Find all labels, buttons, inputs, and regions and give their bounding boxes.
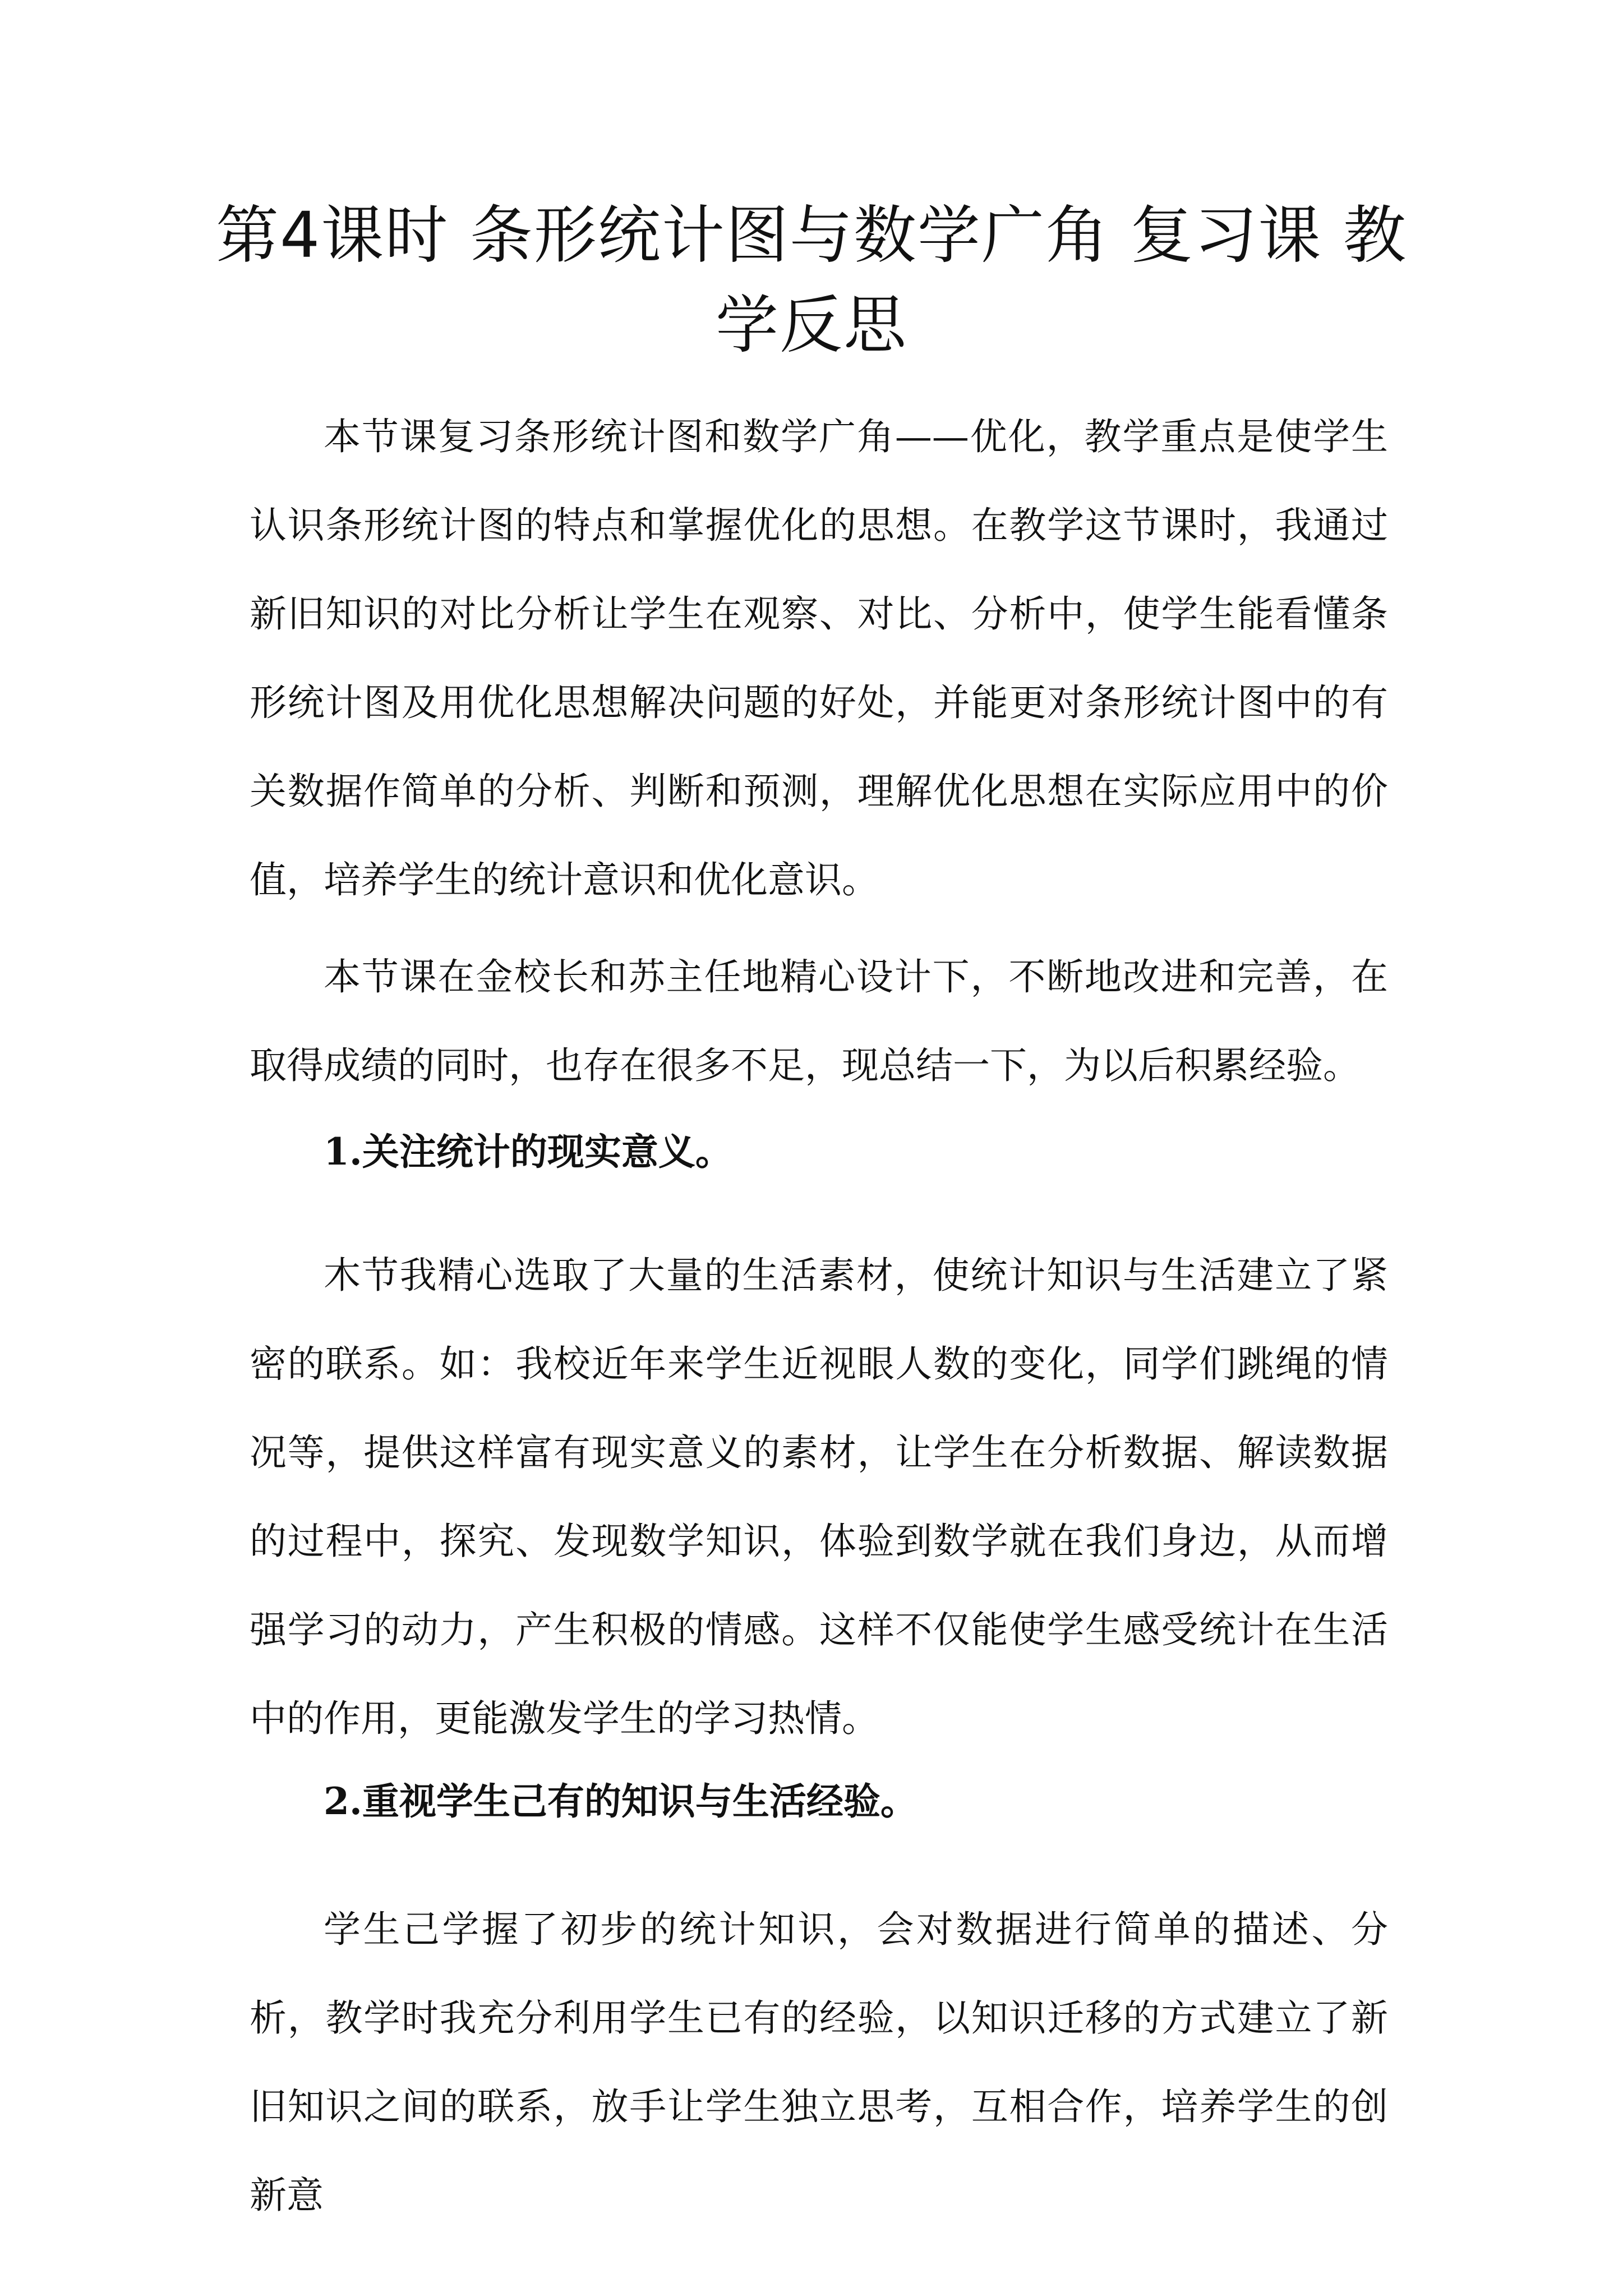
paragraph-intro: 本节课复习条形统计图和数学广角——优化，教学重点是使学生认识条形统计图的特点和掌握优化的思想。在教学这节课时，我通过新旧知识的对比分析让学生在观察、对比、分析中，使学生能看懂条形统计图及用优化思想解决问题的好处，并能更对条形统计图中的有关数据作简单的分析、判断和预测，理解优化思想在实际应用中的价值，培养学生的统计意识和优化意识。 [250, 415, 1388, 901]
section-heading-2: 2.重视学生己有的知识与生活经验。 [324, 1779, 917, 1823]
section-heading-1: 1.关注统计的现实意义。 [324, 1130, 732, 1174]
paragraph-section-2: 学生己学握了初步的统计知识，会对数据进行简单的描述、分析，教学时我充分利用学生已有的经验，以知识迁移的方式建立了新旧知识之间的联系，放手让学生独立思考，互相合作，培养学生的创新意 [250, 1908, 1388, 2217]
paragraph-section-1: 木节我精心选取了大量的生活素材，使统计知识与生活建立了紧密的联系。如：我校近年来学生近视眼人数的变化，同学们跳绳的情况等，提供这样富有现实意义的素材，让学生在分析数据、解读数据的过程中，探究、发现数学知识，体验到数学就在我们身边，从而增强学习的动力，产生积极的情感。这样不仅能使学生感受统计在生活中的作用，更能激发学生的学习热情。 [250, 1254, 1388, 1740]
paragraph-summary: 本节课在金校长和苏主任地精心设计下，不断地改进和完善，在取得成绩的同时，也存在很多不足，现总结一下，为以后积累经验。 [250, 955, 1388, 1087]
page-title: 第4课时 条形统计图与数学广角 复习课 教学反思 [215, 199, 1408, 362]
